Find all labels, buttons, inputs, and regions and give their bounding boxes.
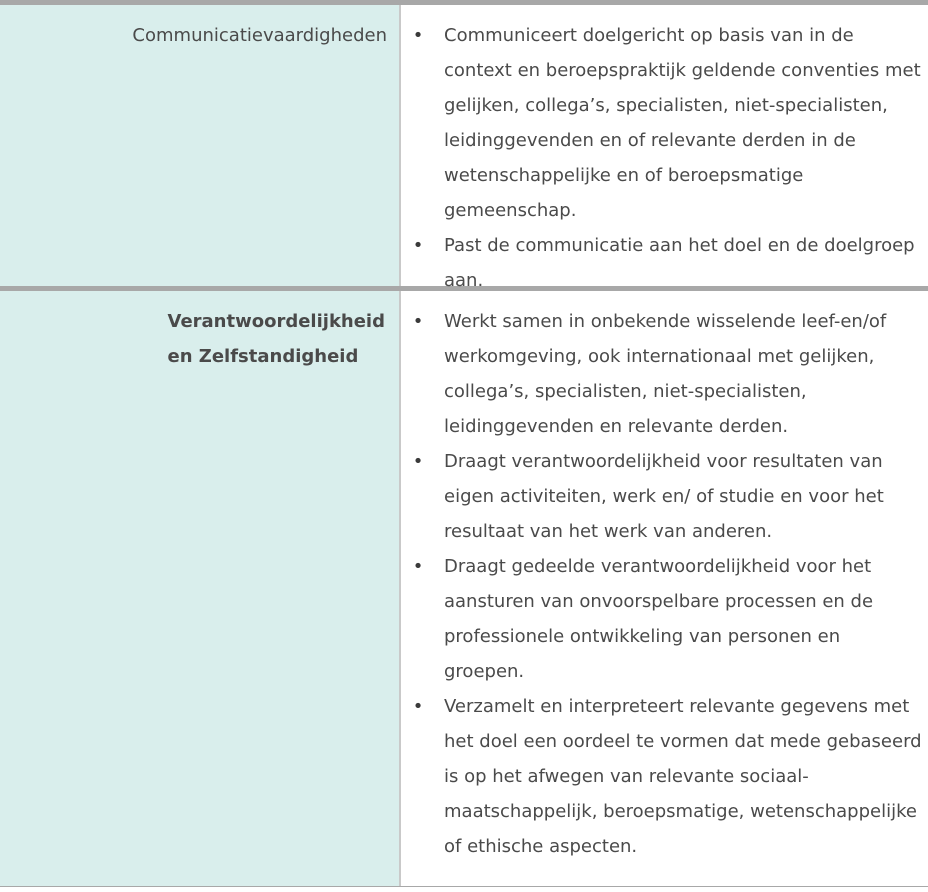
bullet-icon: • [412, 311, 424, 332]
list-item [401, 689, 928, 864]
bullet-icon: • [412, 235, 424, 256]
row-label-verantwoordelijkheid [168, 304, 386, 374]
list-item [401, 228, 928, 298]
list-item [401, 444, 928, 549]
bullet-icon: • [412, 556, 424, 577]
bullet-list [401, 18, 928, 298]
row-label-cell [0, 291, 401, 886]
list-item-text: Draagt gedeelde verantwoordelijkheid voor het aansturen van onvoorspelbare processen en de professionele ontwikkeling van personen en groepen. [444, 556, 874, 682]
bullet-icon: • [412, 451, 424, 472]
list-item-text: Werkt samen in onbekende wisselende leef-en/of werkomgeving, ook internationaal met gelijken, collega’s, specialisten, niet-specialisten, leidinggevenden en relevante derden. [444, 311, 887, 437]
list-item-text: Communiceert doelgericht op basis van in de context en beroepspraktijk geldende conventies met gelijken, collega’s, specialisten, niet-specialisten, leidinggevenden en of relevante derden in de wetenschappelijke en of beroepsmatige gemeenschap. [444, 25, 921, 221]
list-item-text: Draagt verantwoordelijkheid voor resultaten van eigen activiteiten, werk en/ of studie en voor het resultaat van het werk van anderen. [444, 451, 884, 542]
list-item-text: Past de communicatie aan het doel en de doelgroep aan. [444, 235, 915, 291]
row-label-communicatievaardigheden: Communicatievaardigheden [132, 25, 387, 46]
list-item-text: Verzamelt en interpreteert relevante gegevens met het doel een oordeel te vormen dat mede gebaseerd is op het afwegen van relevante sociaal-maatschappelijk, beroepsmatige, wetenschappelijke of ethische aspecten. [444, 696, 922, 857]
list-item [401, 18, 928, 228]
list-item [401, 304, 928, 444]
row-content-cell [401, 5, 928, 291]
table-row-communicatievaardigheden [0, 0, 928, 291]
row-content-cell [401, 291, 928, 886]
row-label-line-2: en Zelfstandigheid [167, 346, 359, 367]
row-label-line-1: Verantwoordelijkheid [167, 311, 385, 332]
bullet-list [401, 304, 928, 864]
bullet-icon: • [412, 696, 424, 717]
bullet-icon: • [412, 25, 424, 46]
list-item [401, 549, 928, 689]
row-label-cell [0, 5, 401, 286]
table-row-verantwoordelijkheid [0, 291, 928, 887]
